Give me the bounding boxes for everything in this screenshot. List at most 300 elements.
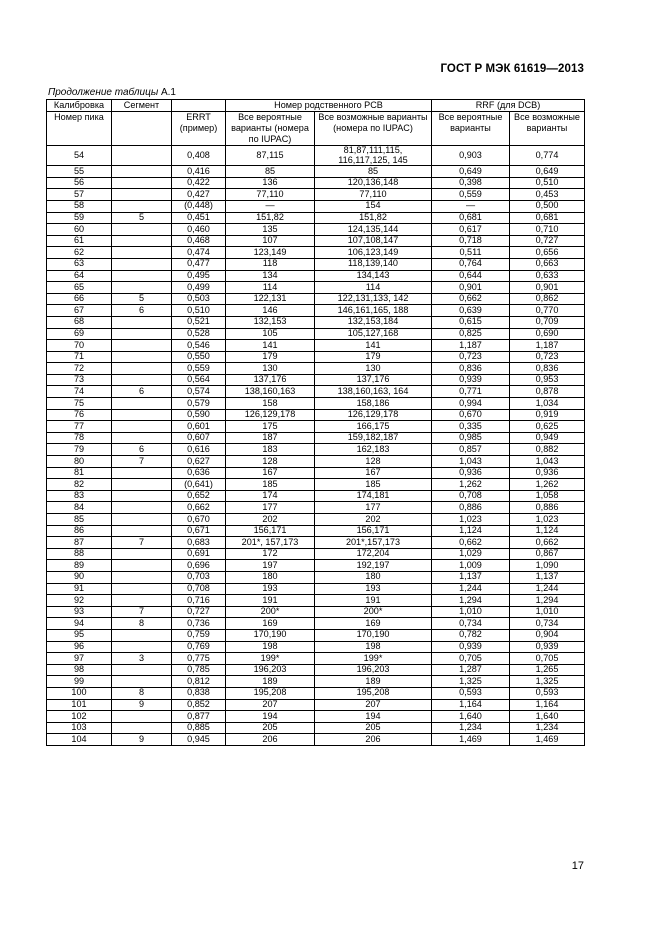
table-row (47, 722, 585, 734)
rrf-probable-cell: 1,043 (432, 456, 510, 468)
rrf-possible-cell: 0,836 (510, 363, 585, 375)
segment-cell (112, 571, 172, 583)
header-peak-number: Номер пика (47, 112, 112, 146)
peak-number-cell: 56 (47, 177, 112, 189)
possible-variants-cell: 126,129,178 (315, 409, 432, 421)
header-rrf-possible: Все возможные варианты (510, 112, 585, 146)
possible-variants-cell: 195,208 (315, 687, 432, 699)
segment-cell (112, 409, 172, 421)
rrf-possible-cell: 1,234 (510, 722, 585, 734)
peak-number-cell: 97 (47, 653, 112, 665)
probable-variants-cell: 118 (226, 258, 315, 270)
rrf-possible-cell: 0,500 (510, 200, 585, 212)
peak-number-cell: 81 (47, 467, 112, 479)
table-row (47, 699, 585, 711)
segment-cell (112, 374, 172, 386)
rrf-possible-cell: 0,709 (510, 316, 585, 328)
errt-cell: 0,550 (172, 351, 226, 363)
peak-number-cell: 91 (47, 583, 112, 595)
rrf-possible-cell: 0,710 (510, 224, 585, 236)
possible-variants-cell: 114 (315, 282, 432, 294)
rrf-probable-cell: 0,511 (432, 247, 510, 259)
table-row (47, 444, 585, 456)
probable-variants-cell: 199* (226, 653, 315, 665)
rrf-probable-cell: 0,708 (432, 490, 510, 502)
header-probable-variants: Все вероятные варианты (номера по IUPAC) (226, 112, 315, 146)
possible-variants-cell: 185 (315, 479, 432, 491)
possible-variants-cell: 205 (315, 722, 432, 734)
peak-number-cell: 65 (47, 282, 112, 294)
rrf-possible-cell: 0,886 (510, 502, 585, 514)
table-row (47, 398, 585, 410)
table-row (47, 641, 585, 653)
possible-variants-cell: 137,176 (315, 374, 432, 386)
possible-variants-cell: 172,204 (315, 548, 432, 560)
probable-variants-cell: 197 (226, 560, 315, 572)
segment-cell: 7 (112, 456, 172, 468)
rrf-probable-cell: 1,294 (432, 595, 510, 607)
segment-cell (112, 200, 172, 212)
segment-cell (112, 177, 172, 189)
header-calibration: Калибровка (47, 100, 112, 112)
probable-variants-cell: 198 (226, 641, 315, 653)
probable-variants-cell: 201*, 157,173 (226, 537, 315, 549)
segment-cell (112, 711, 172, 723)
errt-cell: 0,427 (172, 189, 226, 201)
probable-variants-cell: 177 (226, 502, 315, 514)
rrf-possible-cell: 0,727 (510, 235, 585, 247)
table-row (47, 282, 585, 294)
peak-number-cell: 85 (47, 514, 112, 526)
errt-cell: (0,448) (172, 200, 226, 212)
probable-variants-cell: 196,203 (226, 664, 315, 676)
rrf-probable-cell: 0,901 (432, 282, 510, 294)
probable-variants-cell: 170,190 (226, 629, 315, 641)
peak-number-cell: 104 (47, 734, 112, 746)
errt-cell: 0,451 (172, 212, 226, 224)
errt-cell: 0,775 (172, 653, 226, 665)
rrf-probable-cell: 1,010 (432, 606, 510, 618)
rrf-possible-cell: 1,090 (510, 560, 585, 572)
segment-cell (112, 676, 172, 688)
segment-cell (112, 270, 172, 282)
table-row (47, 316, 585, 328)
rrf-probable-cell: 0,662 (432, 537, 510, 549)
possible-variants-cell: 85 (315, 166, 432, 178)
peak-number-cell: 96 (47, 641, 112, 653)
possible-variants-cell: 179 (315, 351, 432, 363)
probable-variants-cell: 206 (226, 734, 315, 746)
probable-variants-cell: 156,171 (226, 525, 315, 537)
table-row (47, 200, 585, 212)
rrf-probable-cell: 0,857 (432, 444, 510, 456)
header-row-groups (47, 100, 585, 112)
segment-cell (112, 514, 172, 526)
segment-cell: 8 (112, 687, 172, 699)
peak-number-cell: 103 (47, 722, 112, 734)
segment-cell (112, 432, 172, 444)
rrf-probable-cell: 0,764 (432, 258, 510, 270)
rrf-possible-cell: 1,469 (510, 734, 585, 746)
rrf-probable-cell: 1,262 (432, 479, 510, 491)
errt-cell: 0,510 (172, 305, 226, 317)
probable-variants-cell: 158 (226, 398, 315, 410)
rrf-probable-cell: 0,903 (432, 146, 510, 166)
rrf-possible-cell: 1,265 (510, 664, 585, 676)
errt-cell: 0,662 (172, 502, 226, 514)
possible-variants-cell: 106,123,149 (315, 247, 432, 259)
rrf-probable-cell: 0,718 (432, 235, 510, 247)
errt-cell: 0,564 (172, 374, 226, 386)
peak-number-cell: 89 (47, 560, 112, 572)
rrf-possible-cell: 1,262 (510, 479, 585, 491)
probable-variants-cell: 187 (226, 432, 315, 444)
errt-cell: 0,495 (172, 270, 226, 282)
peak-number-cell: 57 (47, 189, 112, 201)
errt-cell: 0,460 (172, 224, 226, 236)
probable-variants-cell: 135 (226, 224, 315, 236)
segment-cell (112, 166, 172, 178)
table-row (47, 189, 585, 201)
rrf-probable-cell: 0,649 (432, 166, 510, 178)
segment-cell (112, 467, 172, 479)
rrf-probable-cell: 1,469 (432, 734, 510, 746)
errt-cell: 0,422 (172, 177, 226, 189)
errt-cell: 0,627 (172, 456, 226, 468)
errt-cell: 0,616 (172, 444, 226, 456)
peak-number-cell: 59 (47, 212, 112, 224)
possible-variants-cell: 138,160,163, 164 (315, 386, 432, 398)
peak-number-cell: 84 (47, 502, 112, 514)
errt-cell: 0,877 (172, 711, 226, 723)
errt-cell: 0,408 (172, 146, 226, 166)
table-row (47, 351, 585, 363)
rrf-probable-cell: 1,287 (432, 664, 510, 676)
table-row (47, 247, 585, 259)
segment-cell: 7 (112, 606, 172, 618)
segment-cell (112, 340, 172, 352)
peak-number-cell: 87 (47, 537, 112, 549)
segment-cell: 9 (112, 699, 172, 711)
rrf-probable-cell: 0,936 (432, 467, 510, 479)
table-row (47, 479, 585, 491)
probable-variants-cell: 172 (226, 548, 315, 560)
possible-variants-cell: 118,139,140 (315, 258, 432, 270)
peak-number-cell: 55 (47, 166, 112, 178)
probable-variants-cell: 169 (226, 618, 315, 630)
segment-cell: 6 (112, 305, 172, 317)
possible-variants-cell: 132,153,184 (315, 316, 432, 328)
peak-number-cell: 71 (47, 351, 112, 363)
probable-variants-cell: 85 (226, 166, 315, 178)
possible-variants-cell: 193 (315, 583, 432, 595)
probable-variants-cell: 179 (226, 351, 315, 363)
table-row (47, 618, 585, 630)
possible-variants-cell: 141 (315, 340, 432, 352)
table-row (47, 363, 585, 375)
probable-variants-cell: — (226, 200, 315, 212)
rrf-possible-cell: 0,936 (510, 467, 585, 479)
rrf-possible-cell: 0,723 (510, 351, 585, 363)
probable-variants-cell: 141 (226, 340, 315, 352)
rrf-possible-cell: 1,187 (510, 340, 585, 352)
possible-variants-cell: 146,161,165, 188 (315, 305, 432, 317)
possible-variants-cell: 122,131,133, 142 (315, 293, 432, 305)
errt-cell: 0,736 (172, 618, 226, 630)
segment-cell (112, 560, 172, 572)
errt-cell: 0,416 (172, 166, 226, 178)
rrf-possible-cell: 0,593 (510, 687, 585, 699)
errt-cell: 0,885 (172, 722, 226, 734)
rrf-probable-cell: 1,124 (432, 525, 510, 537)
rrf-possible-cell: 0,734 (510, 618, 585, 630)
rrf-possible-cell: 0,681 (510, 212, 585, 224)
peak-number-cell: 94 (47, 618, 112, 630)
segment-cell (112, 525, 172, 537)
probable-variants-cell: 207 (226, 699, 315, 711)
peak-number-cell: 88 (47, 548, 112, 560)
probable-variants-cell: 151,82 (226, 212, 315, 224)
segment-cell (112, 641, 172, 653)
table-row (47, 548, 585, 560)
table-row (47, 177, 585, 189)
errt-cell: 0,759 (172, 629, 226, 641)
header-rrf: RRF (для DCB) (432, 100, 585, 112)
table-row (47, 146, 585, 166)
possible-variants-cell: 200* (315, 606, 432, 618)
rrf-probable-cell: 1,009 (432, 560, 510, 572)
table-row (47, 467, 585, 479)
table-row (47, 328, 585, 340)
possible-variants-cell: 177 (315, 502, 432, 514)
segment-cell: 7 (112, 537, 172, 549)
probable-variants-cell: 138,160,163 (226, 386, 315, 398)
possible-variants-cell: 170,190 (315, 629, 432, 641)
rrf-possible-cell: 0,690 (510, 328, 585, 340)
errt-cell: 0,708 (172, 583, 226, 595)
segment-cell: 6 (112, 444, 172, 456)
peak-number-cell: 70 (47, 340, 112, 352)
peak-number-cell: 66 (47, 293, 112, 305)
rrf-possible-cell: 1,043 (510, 456, 585, 468)
segment-cell (112, 583, 172, 595)
rrf-possible-cell: 0,510 (510, 177, 585, 189)
table-row (47, 664, 585, 676)
possible-variants-cell: 158,186 (315, 398, 432, 410)
possible-variants-cell: 198 (315, 641, 432, 653)
rrf-probable-cell: 1,234 (432, 722, 510, 734)
table-row (47, 595, 585, 607)
rrf-possible-cell: 0,882 (510, 444, 585, 456)
peak-number-cell: 73 (47, 374, 112, 386)
possible-variants-cell: 201*,157,173 (315, 537, 432, 549)
table-row (47, 583, 585, 595)
segment-cell (112, 189, 172, 201)
segment-cell (112, 595, 172, 607)
table-row (47, 374, 585, 386)
table-row (47, 525, 585, 537)
pcb-peak-table (46, 99, 585, 746)
errt-cell: 0,601 (172, 421, 226, 433)
table-row (47, 687, 585, 699)
rrf-possible-cell: 1,325 (510, 676, 585, 688)
peak-number-cell: 76 (47, 409, 112, 421)
probable-variants-cell: 134 (226, 270, 315, 282)
rrf-possible-cell: 0,949 (510, 432, 585, 444)
segment-cell: 8 (112, 618, 172, 630)
errt-cell: 0,528 (172, 328, 226, 340)
table-row (47, 456, 585, 468)
rrf-probable-cell: 0,836 (432, 363, 510, 375)
errt-cell: 0,652 (172, 490, 226, 502)
peak-number-cell: 80 (47, 456, 112, 468)
rrf-probable-cell: 0,782 (432, 629, 510, 641)
rrf-possible-cell: 0,649 (510, 166, 585, 178)
possible-variants-cell: 151,82 (315, 212, 432, 224)
probable-variants-cell: 200* (226, 606, 315, 618)
rrf-probable-cell: 1,325 (432, 676, 510, 688)
possible-variants-cell: 105,127,168 (315, 328, 432, 340)
rrf-probable-cell: 0,825 (432, 328, 510, 340)
probable-variants-cell: 107 (226, 235, 315, 247)
errt-cell: 0,696 (172, 560, 226, 572)
segment-cell: 3 (112, 653, 172, 665)
rrf-probable-cell: 0,398 (432, 177, 510, 189)
peak-number-cell: 79 (47, 444, 112, 456)
probable-variants-cell: 130 (226, 363, 315, 375)
rrf-probable-cell: 0,644 (432, 270, 510, 282)
probable-variants-cell: 122,131 (226, 293, 315, 305)
header-parent-pcb: Номер родственного PCB (226, 100, 432, 112)
segment-cell (112, 421, 172, 433)
errt-cell: 0,703 (172, 571, 226, 583)
table-row (47, 571, 585, 583)
table-row (47, 258, 585, 270)
rrf-probable-cell: 0,670 (432, 409, 510, 421)
rrf-probable-cell: 0,662 (432, 293, 510, 305)
probable-variants-cell: 77,110 (226, 189, 315, 201)
probable-variants-cell: 137,176 (226, 374, 315, 386)
possible-variants-cell: 166,175 (315, 421, 432, 433)
rrf-possible-cell: 0,770 (510, 305, 585, 317)
rrf-possible-cell: 1,034 (510, 398, 585, 410)
peak-number-cell: 72 (47, 363, 112, 375)
errt-cell: 0,590 (172, 409, 226, 421)
rrf-probable-cell: 1,137 (432, 571, 510, 583)
rrf-possible-cell: 0,705 (510, 653, 585, 665)
possible-variants-cell: 107,108,147 (315, 235, 432, 247)
table-row (47, 166, 585, 178)
errt-cell: 0,769 (172, 641, 226, 653)
page-number: 17 (571, 860, 584, 872)
rrf-possible-cell: 0,878 (510, 386, 585, 398)
rrf-possible-cell: 0,625 (510, 421, 585, 433)
errt-cell: 0,727 (172, 606, 226, 618)
probable-variants-cell: 193 (226, 583, 315, 595)
errt-cell: 0,945 (172, 734, 226, 746)
errt-cell: 0,812 (172, 676, 226, 688)
segment-cell (112, 629, 172, 641)
probable-variants-cell: 146 (226, 305, 315, 317)
table-row (47, 560, 585, 572)
rrf-probable-cell: 0,335 (432, 421, 510, 433)
peak-number-cell: 69 (47, 328, 112, 340)
rrf-probable-cell: 0,639 (432, 305, 510, 317)
header-segment-blank (112, 112, 172, 146)
rrf-possible-cell: 0,904 (510, 629, 585, 641)
table-row (47, 305, 585, 317)
rrf-probable-cell: 1,640 (432, 711, 510, 723)
segment-cell: 9 (112, 734, 172, 746)
errt-cell: (0,641) (172, 479, 226, 491)
errt-cell: 0,852 (172, 699, 226, 711)
peak-number-cell: 74 (47, 386, 112, 398)
rrf-possible-cell: 0,663 (510, 258, 585, 270)
probable-variants-cell: 191 (226, 595, 315, 607)
caption-prefix: Продолжение таблицы (48, 87, 159, 98)
segment-cell (112, 316, 172, 328)
possible-variants-cell: 206 (315, 734, 432, 746)
errt-cell: 0,607 (172, 432, 226, 444)
rrf-probable-cell: 1,187 (432, 340, 510, 352)
possible-variants-cell: 191 (315, 595, 432, 607)
table-row (47, 386, 585, 398)
probable-variants-cell: 128 (226, 456, 315, 468)
rrf-probable-cell: 1,023 (432, 514, 510, 526)
rrf-possible-cell: 0,919 (510, 409, 585, 421)
rrf-possible-cell: 1,294 (510, 595, 585, 607)
errt-cell: 0,838 (172, 687, 226, 699)
table-row (47, 514, 585, 526)
possible-variants-cell: 167 (315, 467, 432, 479)
peak-number-cell: 64 (47, 270, 112, 282)
segment-cell (112, 258, 172, 270)
rrf-probable-cell: 0,593 (432, 687, 510, 699)
possible-variants-cell: 202 (315, 514, 432, 526)
table-row (47, 490, 585, 502)
segment-cell (112, 351, 172, 363)
rrf-possible-cell: 0,656 (510, 247, 585, 259)
rrf-possible-cell: 0,953 (510, 374, 585, 386)
possible-variants-cell: 159,182,187 (315, 432, 432, 444)
table-row (47, 235, 585, 247)
segment-cell (112, 282, 172, 294)
rrf-probable-cell: 0,681 (432, 212, 510, 224)
possible-variants-cell: 169 (315, 618, 432, 630)
segment-cell (112, 548, 172, 560)
rrf-possible-cell: 0,633 (510, 270, 585, 282)
peak-number-cell: 61 (47, 235, 112, 247)
peak-number-cell: 99 (47, 676, 112, 688)
errt-cell: 0,671 (172, 525, 226, 537)
peak-number-cell: 54 (47, 146, 112, 166)
probable-variants-cell: 167 (226, 467, 315, 479)
segment-cell: 5 (112, 293, 172, 305)
probable-variants-cell: 189 (226, 676, 315, 688)
rrf-probable-cell: 0,559 (432, 189, 510, 201)
rrf-probable-cell: 0,994 (432, 398, 510, 410)
table-row (47, 293, 585, 305)
rrf-probable-cell: 0,939 (432, 641, 510, 653)
rrf-probable-cell: 1,244 (432, 583, 510, 595)
rrf-probable-cell: 0,734 (432, 618, 510, 630)
table-row (47, 629, 585, 641)
header-row-subcolumns (47, 112, 585, 146)
document-id: ГОСТ Р МЭК 61619—2013 (440, 63, 584, 75)
peak-number-cell: 82 (47, 479, 112, 491)
peak-number-cell: 60 (47, 224, 112, 236)
possible-variants-cell: 189 (315, 676, 432, 688)
